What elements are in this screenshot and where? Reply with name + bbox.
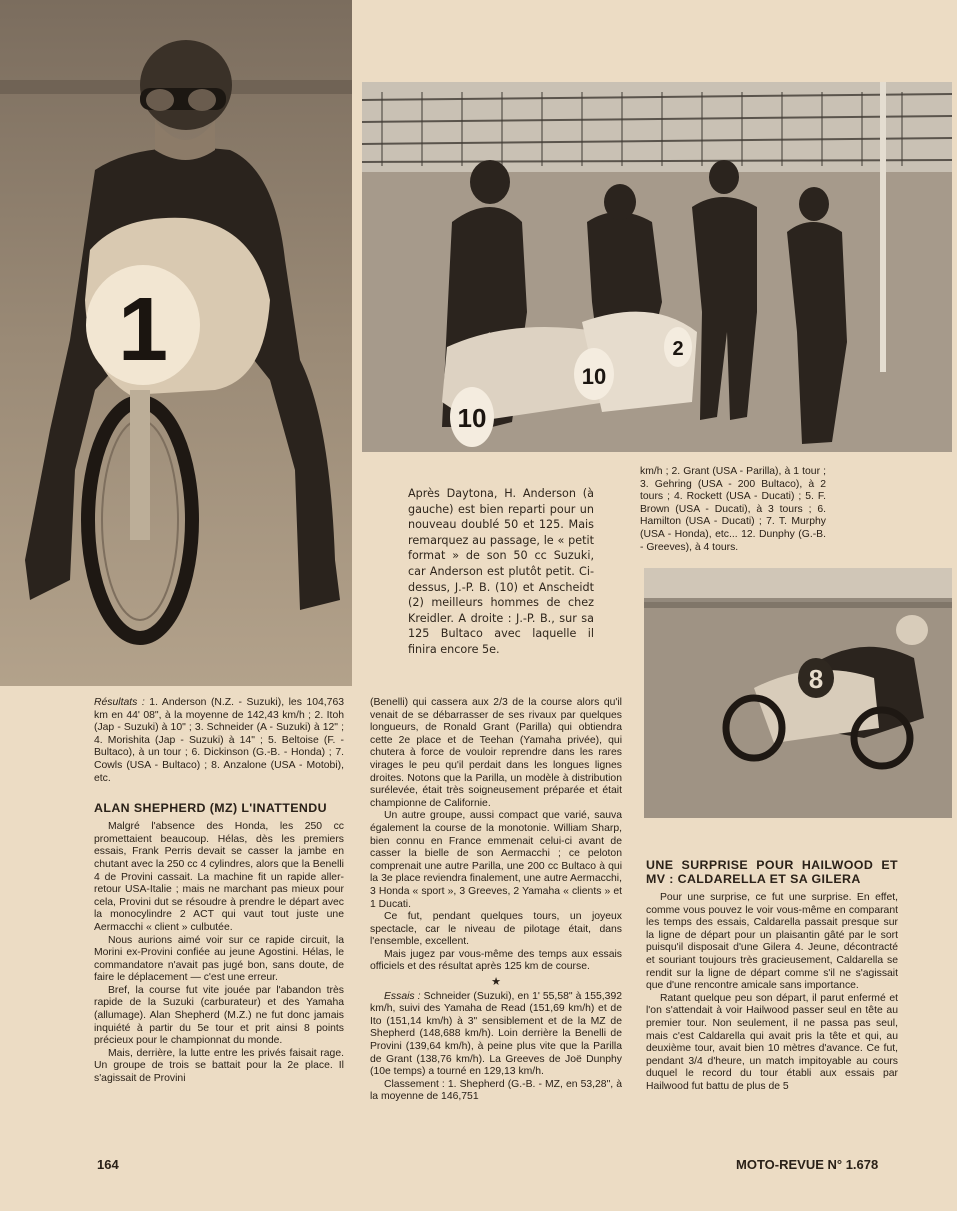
page-number: 164: [97, 1157, 119, 1172]
column-3-top: [640, 466, 826, 554]
essais-paragraph: [370, 991, 622, 1079]
hailwood-paragraph-2: Ratant quelque peu son départ, il parut enfermé et l'on s'attendait à voir Hailwood passer seul en tête au premier tour. Non seulement, il ne passa pas seul, mais c'est Caldarella qui avait pris la tête et qui, au deuxième tour, avait bien 10 mètres d'avance. Ce fut, pendant 3/4 d'heure, un match impitoyable au cours duquel le record du tour établi aux essais par Hailwood fut battu de plus de 5: [646, 992, 898, 1092]
column-3: [646, 858, 898, 1094]
classement-continued: km/h ; 2. Grant (USA - Parilla), à 1 tour ; 3. Gehring (USA - 200 Bultaco), à 2 tours ; 4. Rockett (USA - Ducati) ; 5. F. Brown (USA - Ducati), à 3 tours ; 6. Hamilton (USA - Ducati) ; 7. T. Murphy (USA - Honda), etc... 12. Dunphy (G.-B. - Greeves), à 4 tours.: [640, 466, 826, 553]
column-2: [370, 697, 622, 1104]
shepherd-paragraph-3: Bref, la course fut vite jouée par l'abandon très rapide de la Suzuki (carburateur) et des Yamaha (allumage). Alan Shepherd (M.Z.) ne fut donc jamais inquiété à partir du 5e tour et prit ainsi 8 points précieux pour le championnat du monde.: [94, 984, 344, 1047]
results-text: 1. Anderson (N.Z. - Suzuki), les 104,763 km en 44' 08", à la moyenne de 142,43 km/h ; 2. Itoh (Jap - Suzuki) à 10" ; 3. Schneider (A - Suzuki) à 12" ; 4. Morishita (Jap - Suzuki) à 14" ; 5. Beltoise (F. - Bultaco), à un tour ; 6. Dickinson (G.-B. - Honda) ; 7. Cowls (USA - Bultaco) ; 8. Anzalone (USA - Motobi), etc.: [94, 697, 345, 784]
column-1: [94, 697, 344, 1086]
essais-label: Essais :: [384, 990, 421, 1002]
col2-paragraph-3: Ce fut, pendant quelques tours, un joyeux spectacle, car le niveau de pilotage était, dans l'ensemble, excellent.: [370, 911, 622, 948]
heading-hailwood: UNE SURPRISE POUR HAILWOOD ET MV : CALDARELLA ET SA GILERA: [646, 858, 898, 886]
plate-number-2: 2: [672, 338, 684, 360]
magazine-title: MOTO-REVUE N° 1.678: [736, 1157, 879, 1172]
shepherd-paragraph-4: Mais, derrière, la lutte entre les privés faisait rage. Un groupe de trois se battait pour la 2e place. Il s'agissait de Provini: [94, 1047, 344, 1085]
photo-riders-kreidler: [362, 82, 952, 452]
heading-shepherd: ALAN SHEPHERD (MZ) L'INATTENDU: [94, 801, 327, 816]
shepherd-paragraph-1: Malgré l'absence des Honda, les 250 cc promettaient beaucoup. Hélas, dès les premiers essais, Frank Perris devait se casser la jambe en chutant avec la 250 cc 4 cylindres, alors que la Benelli 4 de Provini cassait. La machine fit un rapide aller-retour USA-Italie ; mais ne marchant pas mieux pour cela, Provini dut se résoudre à prendre le départ avec la monocylindre 2 ACT qui vaut tout juste une Aermacchi « client » culbutée.: [94, 821, 344, 933]
results-paragraph: [94, 697, 344, 785]
plate-number-10a: 10: [457, 403, 487, 433]
classement-paragraph: Classement : 1. Shepherd (G.-B. - MZ, en 53,28", à la moyenne de 146,751: [370, 1078, 622, 1103]
photo-caption: Après Daytona, H. Anderson (à gauche) est bien reparti pour un nouveau doublé 50 et 125. Mais remarquez au passage, le « petit format » de son 50 cc Suzuki, car Anderson est plutôt petit. Ci-dessus, J.-P. B. (10) et Anscheidt (2) meilleurs hommes de chez Kreidler. A droite : J.-P. B., sur sa 125 Bultaco avec laquelle il finira encore 5e.: [408, 487, 594, 656]
essais-text: Schneider (Suzuki), en 1' 55,58" à 155,392 km/h, suivi des Yamaha de Read (151,69 km/h) et de Ito (151,14 km/h) à 3" sensiblement et de la MZ de Shepherd (148,688 km/h). Loin derrière la Benelli de Provini (139,64 km/h), à peine plus vite que la Parilla de Grant (138,76 km/h). La Greeves de Joë Dunphy (10e temps) a tourné en 129,13 km/h.: [370, 990, 622, 1078]
plate-number-8: 8: [808, 664, 824, 694]
hailwood-paragraph-1: Pour une surprise, ce fut une surprise. En effet, comme vous pouvez le voir vous-même en comparant les temps des essais, Caldarella passait presque sur la ligne de départ pour un plaisantin gâté par le sort puisqu'il disposait d'une Gilera 4. Jeune, décontracté et souriant toujours très gracieusement, Caldarella se rendit sur la ligne de départ comme s'il ne s'agissait que d'une rencontre amicale sans importance.: [646, 892, 898, 992]
results-label: Résultats :: [94, 697, 145, 708]
col2-paragraph-2: Un autre groupe, aussi compact que varié, sauva également la course de la monotonie. William Sharp, bien connu en France emmenait celui-ci avant de casser la bielle de son Aermacchi ; ce peloton comprenait une autre Parilla, une 200 cc Bultaco à qui la 3e place reviendra finalement, une autre Aermacchi, 3 Honda « sport », 3 Greeves, 2 Yamaha « clients » et 1 Ducati.: [370, 810, 622, 910]
photo-jpb-bultaco: [644, 568, 952, 818]
plate-number-10b: 10: [581, 364, 607, 389]
shepherd-paragraph-2: Nous aurions aimé voir sur ce rapide circuit, la Morini ex-Provini confiée au jeune Agostini. Hélas, le commandatore n'avait pas jugé bon, sans doute, de faire le déplacement — c'est une erreur.: [94, 934, 344, 984]
star-separator-icon: ★: [491, 976, 501, 989]
plate-number-1: 1: [117, 280, 169, 380]
col2-paragraph-1: (Benelli) qui cassera aux 2/3 de la course alors qu'il venait de se débarrasser de ses rivaux par quelques longueurs, de Ronald Grant (Parilla) qui obtiendra cette 2e place et de Teehan (Yamaha privée), qui chutera à force de vouloir reprendre dans les rares virages le peu qu'il perdait dans les longues lignes droites. Notons que la Parilla, un modèle à distribution surélevée, était très soigneusement préparée et était championne de Californie.: [370, 697, 622, 809]
photo-anderson: [0, 0, 352, 686]
col2-paragraph-4: Mais jugez par vous-même des temps aux essais officiels et des résultat après 125 km de course.: [370, 948, 622, 973]
